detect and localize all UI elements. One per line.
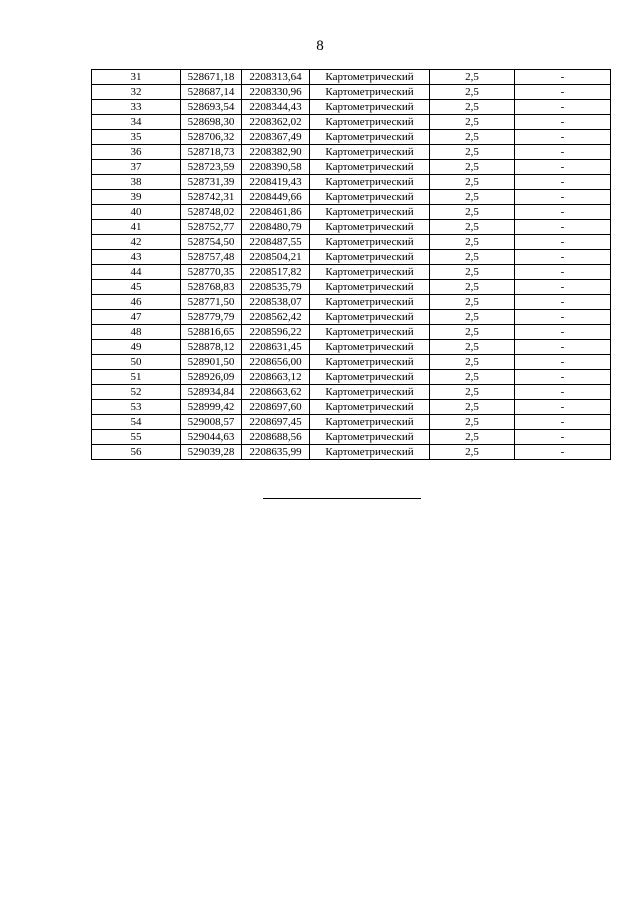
table-row (92, 190, 611, 205)
note-cell: - (515, 145, 611, 160)
x-coordinate-cell: 528901,50 (181, 355, 242, 370)
y-coordinate-cell: 2208663,62 (242, 385, 310, 400)
method-cell: Картометрический (310, 385, 430, 400)
accuracy-cell: 2,5 (430, 70, 515, 85)
y-coordinate-cell: 2208313,64 (242, 70, 310, 85)
table-row (92, 235, 611, 250)
note-cell: - (515, 400, 611, 415)
table-row (92, 415, 611, 430)
method-cell: Картометрический (310, 370, 430, 385)
point-number-cell: 56 (92, 445, 181, 460)
point-number-cell: 31 (92, 70, 181, 85)
y-coordinate-cell: 2208504,21 (242, 250, 310, 265)
y-coordinate-cell: 2208535,79 (242, 280, 310, 295)
accuracy-cell: 2,5 (430, 265, 515, 280)
note-cell: - (515, 280, 611, 295)
table-row (92, 175, 611, 190)
x-coordinate-cell: 528771,50 (181, 295, 242, 310)
table-row (92, 115, 611, 130)
point-number-cell: 50 (92, 355, 181, 370)
note-cell: - (515, 445, 611, 460)
table-row (92, 310, 611, 325)
table-row (92, 220, 611, 235)
point-number-cell: 51 (92, 370, 181, 385)
table-row (92, 325, 611, 340)
accuracy-cell: 2,5 (430, 310, 515, 325)
y-coordinate-cell: 2208344,43 (242, 100, 310, 115)
accuracy-cell: 2,5 (430, 415, 515, 430)
method-cell: Картометрический (310, 235, 430, 250)
table-row (92, 100, 611, 115)
method-cell: Картометрический (310, 160, 430, 175)
note-cell: - (515, 295, 611, 310)
point-number-cell: 53 (92, 400, 181, 415)
accuracy-cell: 2,5 (430, 205, 515, 220)
x-coordinate-cell: 529008,57 (181, 415, 242, 430)
point-number-cell: 42 (92, 235, 181, 250)
note-cell: - (515, 115, 611, 130)
note-cell: - (515, 430, 611, 445)
table-row (92, 370, 611, 385)
note-cell: - (515, 130, 611, 145)
method-cell: Картометрический (310, 445, 430, 460)
point-number-cell: 34 (92, 115, 181, 130)
x-coordinate-cell: 528718,73 (181, 145, 242, 160)
table-row (92, 70, 611, 85)
x-coordinate-cell: 528757,48 (181, 250, 242, 265)
table-row (92, 430, 611, 445)
note-cell: - (515, 415, 611, 430)
y-coordinate-cell: 2208419,43 (242, 175, 310, 190)
method-cell: Картометрический (310, 400, 430, 415)
y-coordinate-cell: 2208635,99 (242, 445, 310, 460)
note-cell: - (515, 205, 611, 220)
x-coordinate-cell: 529039,28 (181, 445, 242, 460)
method-cell: Картометрический (310, 340, 430, 355)
point-number-cell: 32 (92, 85, 181, 100)
accuracy-cell: 2,5 (430, 430, 515, 445)
coordinates-table (91, 69, 611, 460)
note-cell: - (515, 340, 611, 355)
table-row (92, 385, 611, 400)
note-cell: - (515, 325, 611, 340)
y-coordinate-cell: 2208538,07 (242, 295, 310, 310)
y-coordinate-cell: 2208656,00 (242, 355, 310, 370)
table-row (92, 250, 611, 265)
table-row (92, 340, 611, 355)
x-coordinate-cell: 528693,54 (181, 100, 242, 115)
y-coordinate-cell: 2208461,86 (242, 205, 310, 220)
note-cell: - (515, 100, 611, 115)
note-cell: - (515, 70, 611, 85)
point-number-cell: 54 (92, 415, 181, 430)
method-cell: Картометрический (310, 415, 430, 430)
accuracy-cell: 2,5 (430, 85, 515, 100)
method-cell: Картометрический (310, 130, 430, 145)
point-number-cell: 35 (92, 130, 181, 145)
note-cell: - (515, 235, 611, 250)
y-coordinate-cell: 2208596,22 (242, 325, 310, 340)
note-cell: - (515, 265, 611, 280)
method-cell: Картометрический (310, 265, 430, 280)
accuracy-cell: 2,5 (430, 175, 515, 190)
point-number-cell: 37 (92, 160, 181, 175)
method-cell: Картометрический (310, 70, 430, 85)
accuracy-cell: 2,5 (430, 325, 515, 340)
method-cell: Картометрический (310, 220, 430, 235)
x-coordinate-cell: 528687,14 (181, 85, 242, 100)
method-cell: Картометрический (310, 250, 430, 265)
table-row (92, 160, 611, 175)
x-coordinate-cell: 529044,63 (181, 430, 242, 445)
table-row (92, 295, 611, 310)
x-coordinate-cell: 528770,35 (181, 265, 242, 280)
point-number-cell: 45 (92, 280, 181, 295)
accuracy-cell: 2,5 (430, 190, 515, 205)
y-coordinate-cell: 2208362,02 (242, 115, 310, 130)
method-cell: Картометрический (310, 115, 430, 130)
end-of-document-line (263, 498, 421, 499)
table-row (92, 445, 611, 460)
x-coordinate-cell: 528878,12 (181, 340, 242, 355)
x-coordinate-cell: 528752,77 (181, 220, 242, 235)
point-number-cell: 46 (92, 295, 181, 310)
method-cell: Картометрический (310, 280, 430, 295)
x-coordinate-cell: 528816,65 (181, 325, 242, 340)
note-cell: - (515, 85, 611, 100)
x-coordinate-cell: 528731,39 (181, 175, 242, 190)
point-number-cell: 44 (92, 265, 181, 280)
point-number-cell: 55 (92, 430, 181, 445)
accuracy-cell: 2,5 (430, 400, 515, 415)
method-cell: Картометрический (310, 205, 430, 220)
accuracy-cell: 2,5 (430, 115, 515, 130)
accuracy-cell: 2,5 (430, 235, 515, 250)
x-coordinate-cell: 528779,79 (181, 310, 242, 325)
accuracy-cell: 2,5 (430, 145, 515, 160)
point-number-cell: 49 (92, 340, 181, 355)
point-number-cell: 40 (92, 205, 181, 220)
note-cell: - (515, 160, 611, 175)
x-coordinate-cell: 528926,09 (181, 370, 242, 385)
note-cell: - (515, 190, 611, 205)
accuracy-cell: 2,5 (430, 295, 515, 310)
table-row (92, 400, 611, 415)
method-cell: Картометрический (310, 355, 430, 370)
coordinates-table-body (92, 70, 611, 460)
x-coordinate-cell: 528742,31 (181, 190, 242, 205)
table-row (92, 85, 611, 100)
y-coordinate-cell: 2208480,79 (242, 220, 310, 235)
method-cell: Картометрический (310, 295, 430, 310)
x-coordinate-cell: 528671,18 (181, 70, 242, 85)
note-cell: - (515, 370, 611, 385)
table-row (92, 130, 611, 145)
page-number: 8 (316, 38, 324, 54)
point-number-cell: 52 (92, 385, 181, 400)
method-cell: Картометрический (310, 100, 430, 115)
method-cell: Картометрический (310, 175, 430, 190)
point-number-cell: 43 (92, 250, 181, 265)
accuracy-cell: 2,5 (430, 250, 515, 265)
x-coordinate-cell: 528698,30 (181, 115, 242, 130)
y-coordinate-cell: 2208697,45 (242, 415, 310, 430)
method-cell: Картометрический (310, 310, 430, 325)
y-coordinate-cell: 2208562,42 (242, 310, 310, 325)
table-row (92, 265, 611, 280)
x-coordinate-cell: 528706,32 (181, 130, 242, 145)
note-cell: - (515, 250, 611, 265)
table-row (92, 205, 611, 220)
method-cell: Картометрический (310, 85, 430, 100)
x-coordinate-cell: 528723,59 (181, 160, 242, 175)
point-number-cell: 48 (92, 325, 181, 340)
y-coordinate-cell: 2208517,82 (242, 265, 310, 280)
table-row (92, 355, 611, 370)
x-coordinate-cell: 528748,02 (181, 205, 242, 220)
method-cell: Картометрический (310, 145, 430, 160)
accuracy-cell: 2,5 (430, 370, 515, 385)
table-row (92, 145, 611, 160)
method-cell: Картометрический (310, 190, 430, 205)
point-number-cell: 38 (92, 175, 181, 190)
accuracy-cell: 2,5 (430, 100, 515, 115)
note-cell: - (515, 385, 611, 400)
x-coordinate-cell: 528768,83 (181, 280, 242, 295)
note-cell: - (515, 355, 611, 370)
y-coordinate-cell: 2208382,90 (242, 145, 310, 160)
x-coordinate-cell: 528999,42 (181, 400, 242, 415)
note-cell: - (515, 220, 611, 235)
accuracy-cell: 2,5 (430, 355, 515, 370)
point-number-cell: 33 (92, 100, 181, 115)
y-coordinate-cell: 2208688,56 (242, 430, 310, 445)
y-coordinate-cell: 2208663,12 (242, 370, 310, 385)
accuracy-cell: 2,5 (430, 280, 515, 295)
point-number-cell: 36 (92, 145, 181, 160)
y-coordinate-cell: 2208330,96 (242, 85, 310, 100)
y-coordinate-cell: 2208367,49 (242, 130, 310, 145)
method-cell: Картометрический (310, 430, 430, 445)
note-cell: - (515, 310, 611, 325)
accuracy-cell: 2,5 (430, 130, 515, 145)
y-coordinate-cell: 2208697,60 (242, 400, 310, 415)
note-cell: - (515, 175, 611, 190)
point-number-cell: 47 (92, 310, 181, 325)
accuracy-cell: 2,5 (430, 385, 515, 400)
y-coordinate-cell: 2208390,58 (242, 160, 310, 175)
accuracy-cell: 2,5 (430, 340, 515, 355)
y-coordinate-cell: 2208449,66 (242, 190, 310, 205)
table-row (92, 280, 611, 295)
y-coordinate-cell: 2208487,55 (242, 235, 310, 250)
point-number-cell: 39 (92, 190, 181, 205)
accuracy-cell: 2,5 (430, 160, 515, 175)
method-cell: Картометрический (310, 325, 430, 340)
point-number-cell: 41 (92, 220, 181, 235)
x-coordinate-cell: 528934,84 (181, 385, 242, 400)
accuracy-cell: 2,5 (430, 445, 515, 460)
accuracy-cell: 2,5 (430, 220, 515, 235)
y-coordinate-cell: 2208631,45 (242, 340, 310, 355)
x-coordinate-cell: 528754,50 (181, 235, 242, 250)
